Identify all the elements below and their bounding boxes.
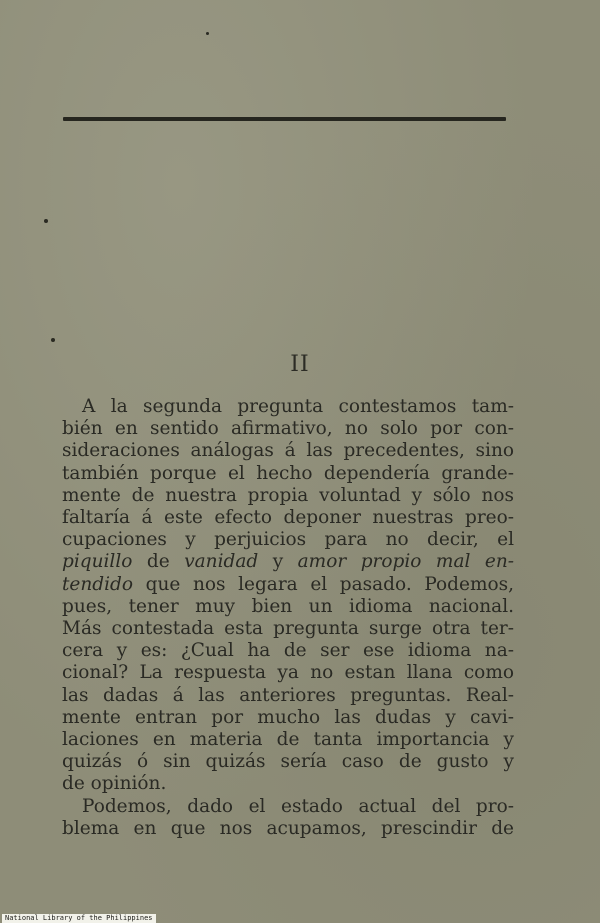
text-span: las dadas á las anteriores preguntas. Real- xyxy=(62,684,514,706)
text-line xyxy=(62,685,514,707)
text-line xyxy=(62,751,514,773)
italic-span: vanidad xyxy=(184,551,259,573)
ink-speck xyxy=(206,32,209,35)
text-span: sideraciones análogas á las precedentes, sino xyxy=(62,440,514,462)
text-line xyxy=(62,640,514,662)
text-span: mente de nuestra propia voluntad y sólo nos xyxy=(62,484,514,506)
text-line xyxy=(62,418,514,440)
text-span: cional? La respuesta ya no estan llana como xyxy=(62,662,514,684)
text-line xyxy=(62,551,514,573)
text-line xyxy=(62,662,514,684)
text-span: Más contestada esta pregunta surge otra ter- xyxy=(62,618,514,639)
text-span: A la segunda pregunta contestamos tam- xyxy=(82,396,514,417)
text-span: quizás ó sin quizás sería caso de gusto y xyxy=(62,751,514,773)
text-line xyxy=(62,773,514,795)
text-line xyxy=(62,596,514,618)
text-span: y xyxy=(258,551,298,573)
text-span: laciones en materia de tanta importancia y xyxy=(62,729,514,750)
italic-span: amor propio mal en- xyxy=(297,551,514,573)
text-span: cera y es: ¿Cual ha de ser ese idioma na- xyxy=(62,640,514,662)
text-span: mente entran por mucho las dudas y cavi- xyxy=(62,706,514,728)
text-line xyxy=(62,707,514,729)
text-span: blema en que nos acupamos, prescindir de xyxy=(62,817,514,839)
text-line xyxy=(62,440,514,462)
text-span: pues, tener muy bien un idioma nacional. xyxy=(62,595,514,617)
text-span: que nos legara el pasado. Podemos, xyxy=(133,573,514,595)
text-span: cupaciones y perjuicios para no decir, el xyxy=(62,529,514,551)
text-line xyxy=(62,574,514,596)
text-line xyxy=(62,463,514,485)
text-line xyxy=(62,618,514,640)
text-line xyxy=(62,485,514,507)
ink-speck xyxy=(51,338,55,342)
text-span: faltaría á este efecto deponer nuestras preo- xyxy=(62,507,514,528)
text-span: también porque el hecho dependería grande- xyxy=(62,462,514,484)
section-numeral: II xyxy=(290,352,310,377)
text-line xyxy=(62,529,514,551)
library-watermark: National Library of the Philippines xyxy=(2,914,156,923)
text-span: de xyxy=(132,551,185,573)
text-line xyxy=(62,507,514,529)
italic-span: tendido xyxy=(62,573,134,595)
text-line xyxy=(82,796,514,818)
text-span: Podemos, dado el estado actual del pro- xyxy=(82,795,514,817)
text-span: de opinión. xyxy=(62,773,167,795)
ink-speck xyxy=(44,219,48,223)
text-line xyxy=(62,818,514,840)
text-line xyxy=(82,396,514,418)
text-line xyxy=(62,729,514,751)
italic-span: piquillo xyxy=(62,551,133,573)
text-span: bién en sentido afirmativo, no solo por con- xyxy=(62,418,514,440)
header-rule xyxy=(63,117,506,121)
